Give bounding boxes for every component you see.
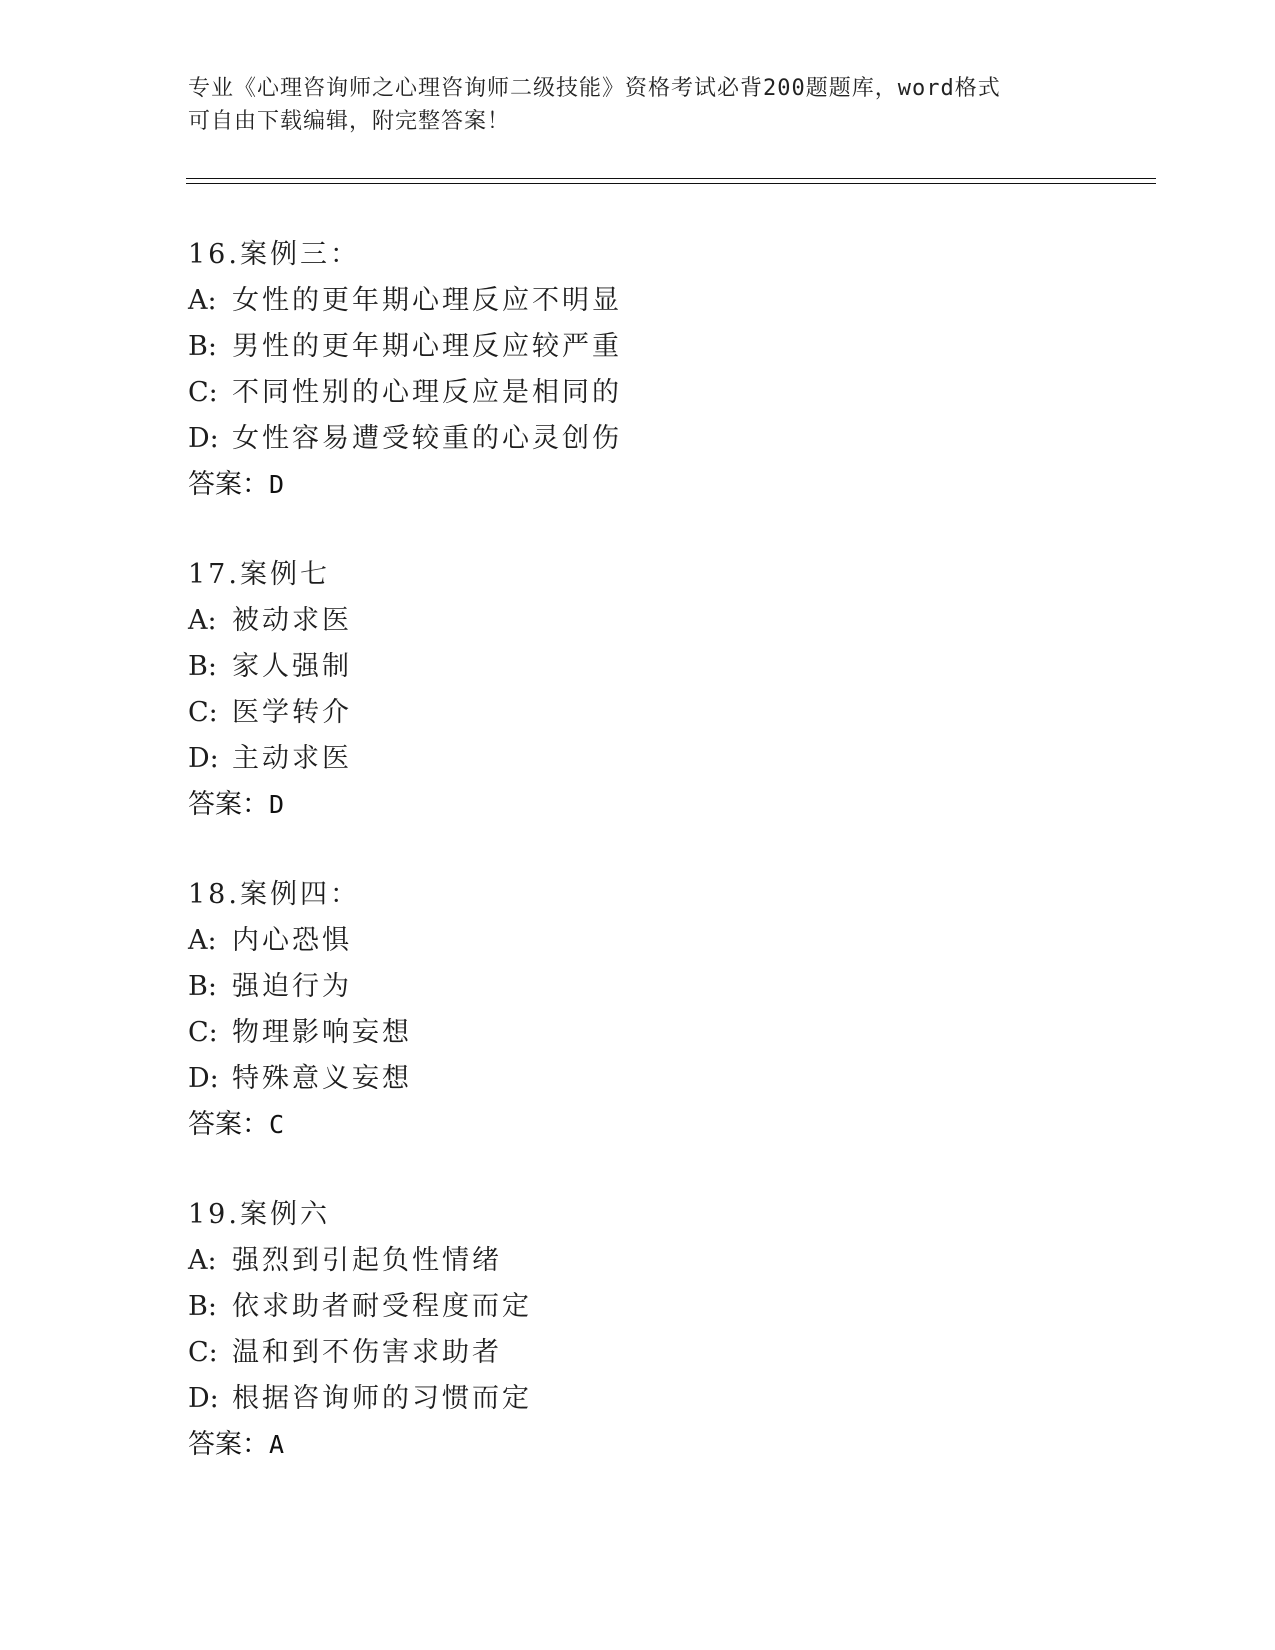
option-text: 女性容易遭受较重的心灵创伤: [232, 423, 622, 454]
document-header: [188, 72, 1088, 138]
option-key: B:: [188, 971, 217, 1002]
option-text: 被动求医: [232, 605, 352, 636]
header-title-line-2: 可自由下载编辑，附完整答案！: [188, 109, 511, 134]
answer-value: D: [269, 470, 285, 499]
option-key: A:: [188, 925, 217, 956]
option-text: 特殊意义妄想: [232, 1063, 412, 1094]
answer-value: C: [269, 1110, 285, 1139]
option-key: A:: [188, 1245, 217, 1276]
option-text: 主动求医: [232, 743, 352, 774]
option-a: [188, 918, 1088, 964]
answer-label: 答案：: [188, 1429, 269, 1460]
option-text: 依求助者耐受程度而定: [232, 1291, 532, 1322]
option-text: 不同性别的心理反应是相同的: [232, 377, 622, 408]
option-text: 男性的更年期心理反应较严重: [232, 331, 622, 362]
option-c: [188, 1010, 1088, 1056]
option-key: D:: [188, 743, 219, 774]
option-a: [188, 598, 1088, 644]
answer-line: [188, 782, 1088, 828]
option-text: 温和到不伤害求助者: [232, 1337, 502, 1368]
option-key: C:: [188, 697, 218, 728]
header-divider-top: [186, 178, 1156, 179]
option-text: 女性的更年期心理反应不明显: [232, 285, 622, 316]
option-key: B:: [188, 651, 217, 682]
option-b: [188, 644, 1088, 690]
option-b: [188, 1284, 1088, 1330]
option-text: 医学转介: [232, 697, 352, 728]
option-text: 强烈到引起负性情绪: [232, 1245, 502, 1276]
option-text: 强迫行为: [232, 971, 352, 1002]
option-text: 根据咨询师的习惯而定: [232, 1383, 532, 1414]
option-key: C:: [188, 1017, 218, 1048]
answer-label: 答案：: [188, 1109, 269, 1140]
option-d: [188, 736, 1088, 782]
option-key: A:: [188, 285, 217, 316]
option-key: D:: [188, 1063, 219, 1094]
question-block: [188, 1192, 1088, 1512]
option-c: [188, 690, 1088, 736]
option-c: [188, 370, 1088, 416]
header-title-line-1: 专业《心理咨询师之心理咨询师二级技能》资格考试必背200题题库，word格式: [188, 76, 1001, 101]
question-title: 19.案例六: [188, 1199, 330, 1230]
question-block: [188, 552, 1088, 872]
option-text: 物理影响妄想: [232, 1017, 412, 1048]
option-b: [188, 964, 1088, 1010]
answer-label: 答案：: [188, 469, 269, 500]
question-list: [188, 232, 1088, 1512]
answer-line: [188, 462, 1088, 508]
answer-label: 答案：: [188, 789, 269, 820]
question-block: [188, 232, 1088, 552]
option-key: C:: [188, 377, 218, 408]
option-key: B:: [188, 331, 217, 362]
option-key: A:: [188, 605, 217, 636]
option-key: C:: [188, 1337, 218, 1368]
option-b: [188, 324, 1088, 370]
answer-line: [188, 1102, 1088, 1148]
question-block: [188, 872, 1088, 1192]
question-title: 17.案例七: [188, 559, 330, 590]
answer-value: A: [269, 1430, 285, 1459]
question-title: 18.案例四：: [188, 879, 360, 910]
option-key: D:: [188, 1383, 219, 1414]
option-key: B:: [188, 1291, 217, 1322]
option-d: [188, 416, 1088, 462]
option-c: [188, 1330, 1088, 1376]
option-a: [188, 1238, 1088, 1284]
option-text: 家人强制: [232, 651, 352, 682]
option-a: [188, 278, 1088, 324]
option-text: 内心恐惧: [232, 925, 352, 956]
answer-line: [188, 1422, 1088, 1468]
option-d: [188, 1376, 1088, 1422]
header-divider-bottom: [186, 183, 1156, 184]
question-title: 16.案例三：: [188, 239, 360, 270]
option-key: D:: [188, 423, 219, 454]
answer-value: D: [269, 790, 285, 819]
option-d: [188, 1056, 1088, 1102]
